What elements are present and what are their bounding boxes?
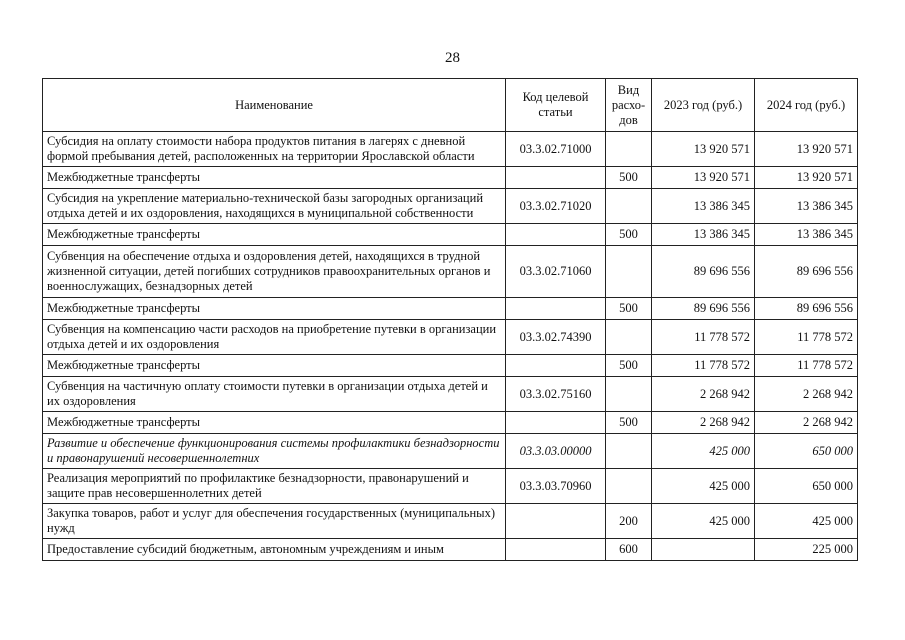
row-2024: 650 000 bbox=[755, 469, 858, 504]
row-2023: 89 696 556 bbox=[652, 298, 755, 320]
row-vid: 600 bbox=[606, 539, 652, 561]
row-2023: 425 000 bbox=[652, 504, 755, 539]
row-2024: 89 696 556 bbox=[755, 298, 858, 320]
row-code: 03.3.02.74390 bbox=[506, 320, 606, 355]
table-row bbox=[43, 246, 858, 298]
row-code bbox=[506, 224, 606, 246]
row-2023: 425 000 bbox=[652, 469, 755, 504]
row-2023: 13 386 345 bbox=[652, 224, 755, 246]
row-code bbox=[506, 167, 606, 189]
row-code bbox=[506, 355, 606, 377]
row-code: 03.3.03.00000 bbox=[506, 434, 606, 469]
row-2023: 2 268 942 bbox=[652, 377, 755, 412]
row-2024: 13 920 571 bbox=[755, 132, 858, 167]
row-name: Межбюджетные трансферты bbox=[43, 167, 506, 189]
row-vid: 500 bbox=[606, 224, 652, 246]
row-2023: 425 000 bbox=[652, 434, 755, 469]
row-name: Межбюджетные трансферты bbox=[43, 355, 506, 377]
row-vid bbox=[606, 320, 652, 355]
table-row bbox=[43, 189, 858, 224]
row-vid bbox=[606, 246, 652, 298]
table-row bbox=[43, 132, 858, 167]
row-vid bbox=[606, 189, 652, 224]
row-vid bbox=[606, 132, 652, 167]
table-row bbox=[43, 320, 858, 355]
header-2024: 2024 год (руб.) bbox=[755, 79, 858, 132]
row-vid: 500 bbox=[606, 355, 652, 377]
header-name: Наименование bbox=[43, 79, 506, 132]
row-code: 03.3.03.70960 bbox=[506, 469, 606, 504]
row-2023: 89 696 556 bbox=[652, 246, 755, 298]
row-vid: 200 bbox=[606, 504, 652, 539]
row-name: Субвенция на частичную оплату стоимости путевки в организации отдыха детей и их оздоровления bbox=[43, 377, 506, 412]
row-2023: 13 920 571 bbox=[652, 132, 755, 167]
table-row bbox=[43, 434, 858, 469]
row-vid bbox=[606, 469, 652, 504]
row-2024: 2 268 942 bbox=[755, 377, 858, 412]
row-name: Межбюджетные трансферты bbox=[43, 298, 506, 320]
row-2024: 13 920 571 bbox=[755, 167, 858, 189]
row-code bbox=[506, 504, 606, 539]
row-code: 03.3.02.75160 bbox=[506, 377, 606, 412]
row-2023 bbox=[652, 539, 755, 561]
row-2024: 650 000 bbox=[755, 434, 858, 469]
row-2023: 11 778 572 bbox=[652, 320, 755, 355]
row-code bbox=[506, 539, 606, 561]
row-2024: 425 000 bbox=[755, 504, 858, 539]
row-name: Субвенция на обеспечение отдыха и оздоровления детей, находящихся в трудной жизненной ситуации, детей погибших сотрудников правоохранительных органов и военнослужащих, безнадзорных детей bbox=[43, 246, 506, 298]
table-row bbox=[43, 224, 858, 246]
row-name: Субвенция на компенсацию части расходов на приобретение путевки в организации отдыха детей и их оздоровления bbox=[43, 320, 506, 355]
row-vid: 500 bbox=[606, 298, 652, 320]
row-2024: 11 778 572 bbox=[755, 320, 858, 355]
row-code bbox=[506, 298, 606, 320]
row-code: 03.3.02.71000 bbox=[506, 132, 606, 167]
table-row bbox=[43, 469, 858, 504]
row-vid bbox=[606, 377, 652, 412]
table-row bbox=[43, 298, 858, 320]
row-2024: 13 386 345 bbox=[755, 189, 858, 224]
row-name: Межбюджетные трансферты bbox=[43, 224, 506, 246]
row-2024: 13 386 345 bbox=[755, 224, 858, 246]
row-code: 03.3.02.71060 bbox=[506, 246, 606, 298]
row-2023: 13 386 345 bbox=[652, 189, 755, 224]
budget-table bbox=[42, 78, 858, 561]
row-vid: 500 bbox=[606, 167, 652, 189]
header-code: Код целевой статьи bbox=[506, 79, 606, 132]
row-name: Субсидия на оплату стоимости набора продуктов питания в лагерях с дневной формой пребывания детей, расположенных на территории Ярославской области bbox=[43, 132, 506, 167]
row-name: Закупка товаров, работ и услуг для обеспечения государственных (муниципальных) нужд bbox=[43, 504, 506, 539]
row-name: Реализация мероприятий по профилактике безнадзорности, правонарушений и защите прав несовершеннолетних детей bbox=[43, 469, 506, 504]
row-2023: 13 920 571 bbox=[652, 167, 755, 189]
page-number: 28 bbox=[445, 50, 460, 66]
row-name: Межбюджетные трансферты bbox=[43, 412, 506, 434]
row-code: 03.3.02.71020 bbox=[506, 189, 606, 224]
row-name: Субсидия на укрепление материально-технической базы загородных организаций отдыха детей и их оздоровления, находящихся в муниципальной собственности bbox=[43, 189, 506, 224]
row-name: Развитие и обеспечение функционирования системы профилактики безнадзорности и правонарушений несовершеннолетних bbox=[43, 434, 506, 469]
table-row bbox=[43, 539, 858, 561]
row-vid bbox=[606, 434, 652, 469]
table-row bbox=[43, 412, 858, 434]
table-header-row bbox=[43, 79, 858, 132]
row-vid: 500 bbox=[606, 412, 652, 434]
row-2024: 225 000 bbox=[755, 539, 858, 561]
row-code bbox=[506, 412, 606, 434]
header-2023: 2023 год (руб.) bbox=[652, 79, 755, 132]
row-2023: 11 778 572 bbox=[652, 355, 755, 377]
row-2024: 2 268 942 bbox=[755, 412, 858, 434]
table-row bbox=[43, 504, 858, 539]
row-2023: 2 268 942 bbox=[652, 412, 755, 434]
row-name: Предоставление субсидий бюджетным, автономным учреждениям и иным bbox=[43, 539, 506, 561]
table-row bbox=[43, 377, 858, 412]
table-row bbox=[43, 167, 858, 189]
row-2024: 89 696 556 bbox=[755, 246, 858, 298]
row-2024: 11 778 572 bbox=[755, 355, 858, 377]
table-row bbox=[43, 355, 858, 377]
header-vid: Вид расхо-дов bbox=[606, 79, 652, 132]
